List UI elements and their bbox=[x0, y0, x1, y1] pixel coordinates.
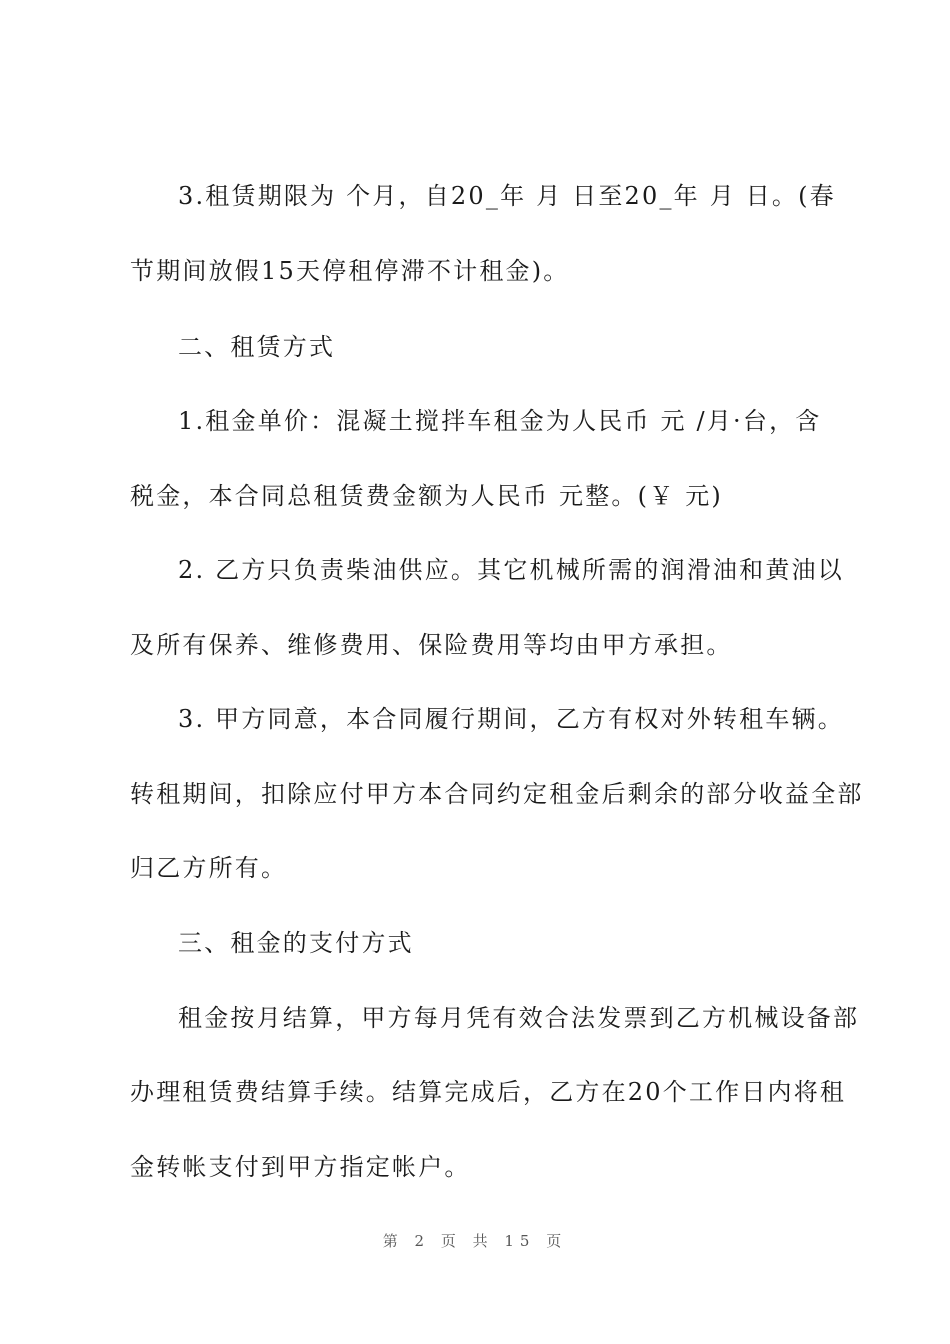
section-2-heading: 二、租赁方式 bbox=[178, 333, 336, 361]
clause-3-lease-term-line-1: 3.租赁期限为 个月，自20_年 月 日至20_年 月 日。(春 bbox=[178, 182, 836, 210]
clause-3-sublease-line-1: 3. 甲方同意，本合同履行期间，乙方有权对外转租车辆。 bbox=[178, 705, 844, 733]
payment-paragraph-line-2: 办理租赁费结算手续。结算完成后，乙方在20个工作日内将租 bbox=[130, 1078, 847, 1106]
section-3-heading: 三、租金的支付方式 bbox=[178, 929, 414, 957]
page-number-footer: 第 2 页 共 15 页 bbox=[382, 1232, 568, 1250]
clause-1-unit-price-line-2: 税金，本合同总租赁费金额为人民币 元整。(￥ 元) bbox=[130, 482, 723, 510]
clause-3-sublease-line-3: 归乙方所有。 bbox=[130, 854, 288, 882]
clause-3-lease-term-line-2: 节期间放假15天停租停滞不计租金)。 bbox=[130, 257, 570, 285]
payment-paragraph-line-1: 租金按月结算，甲方每月凭有效合法发票到乙方机械设备部 bbox=[178, 1004, 860, 1032]
clause-1-unit-price-line-1: 1.租金单价：混凝土搅拌车租金为人民币 元 /月·台，含 bbox=[178, 407, 822, 435]
clause-3-sublease-line-2: 转租期间，扣除应付甲方本合同约定租金后剩余的部分收益全部 bbox=[130, 780, 864, 808]
payment-paragraph-line-3: 金转帐支付到甲方指定帐户。 bbox=[130, 1153, 471, 1181]
clause-2-fuel-line-1: 2. 乙方只负责柴油供应。其它机械所需的润滑油和黄油以 bbox=[178, 556, 844, 584]
clause-2-fuel-line-2: 及所有保养、维修费用、保险费用等均由甲方承担。 bbox=[130, 631, 733, 659]
